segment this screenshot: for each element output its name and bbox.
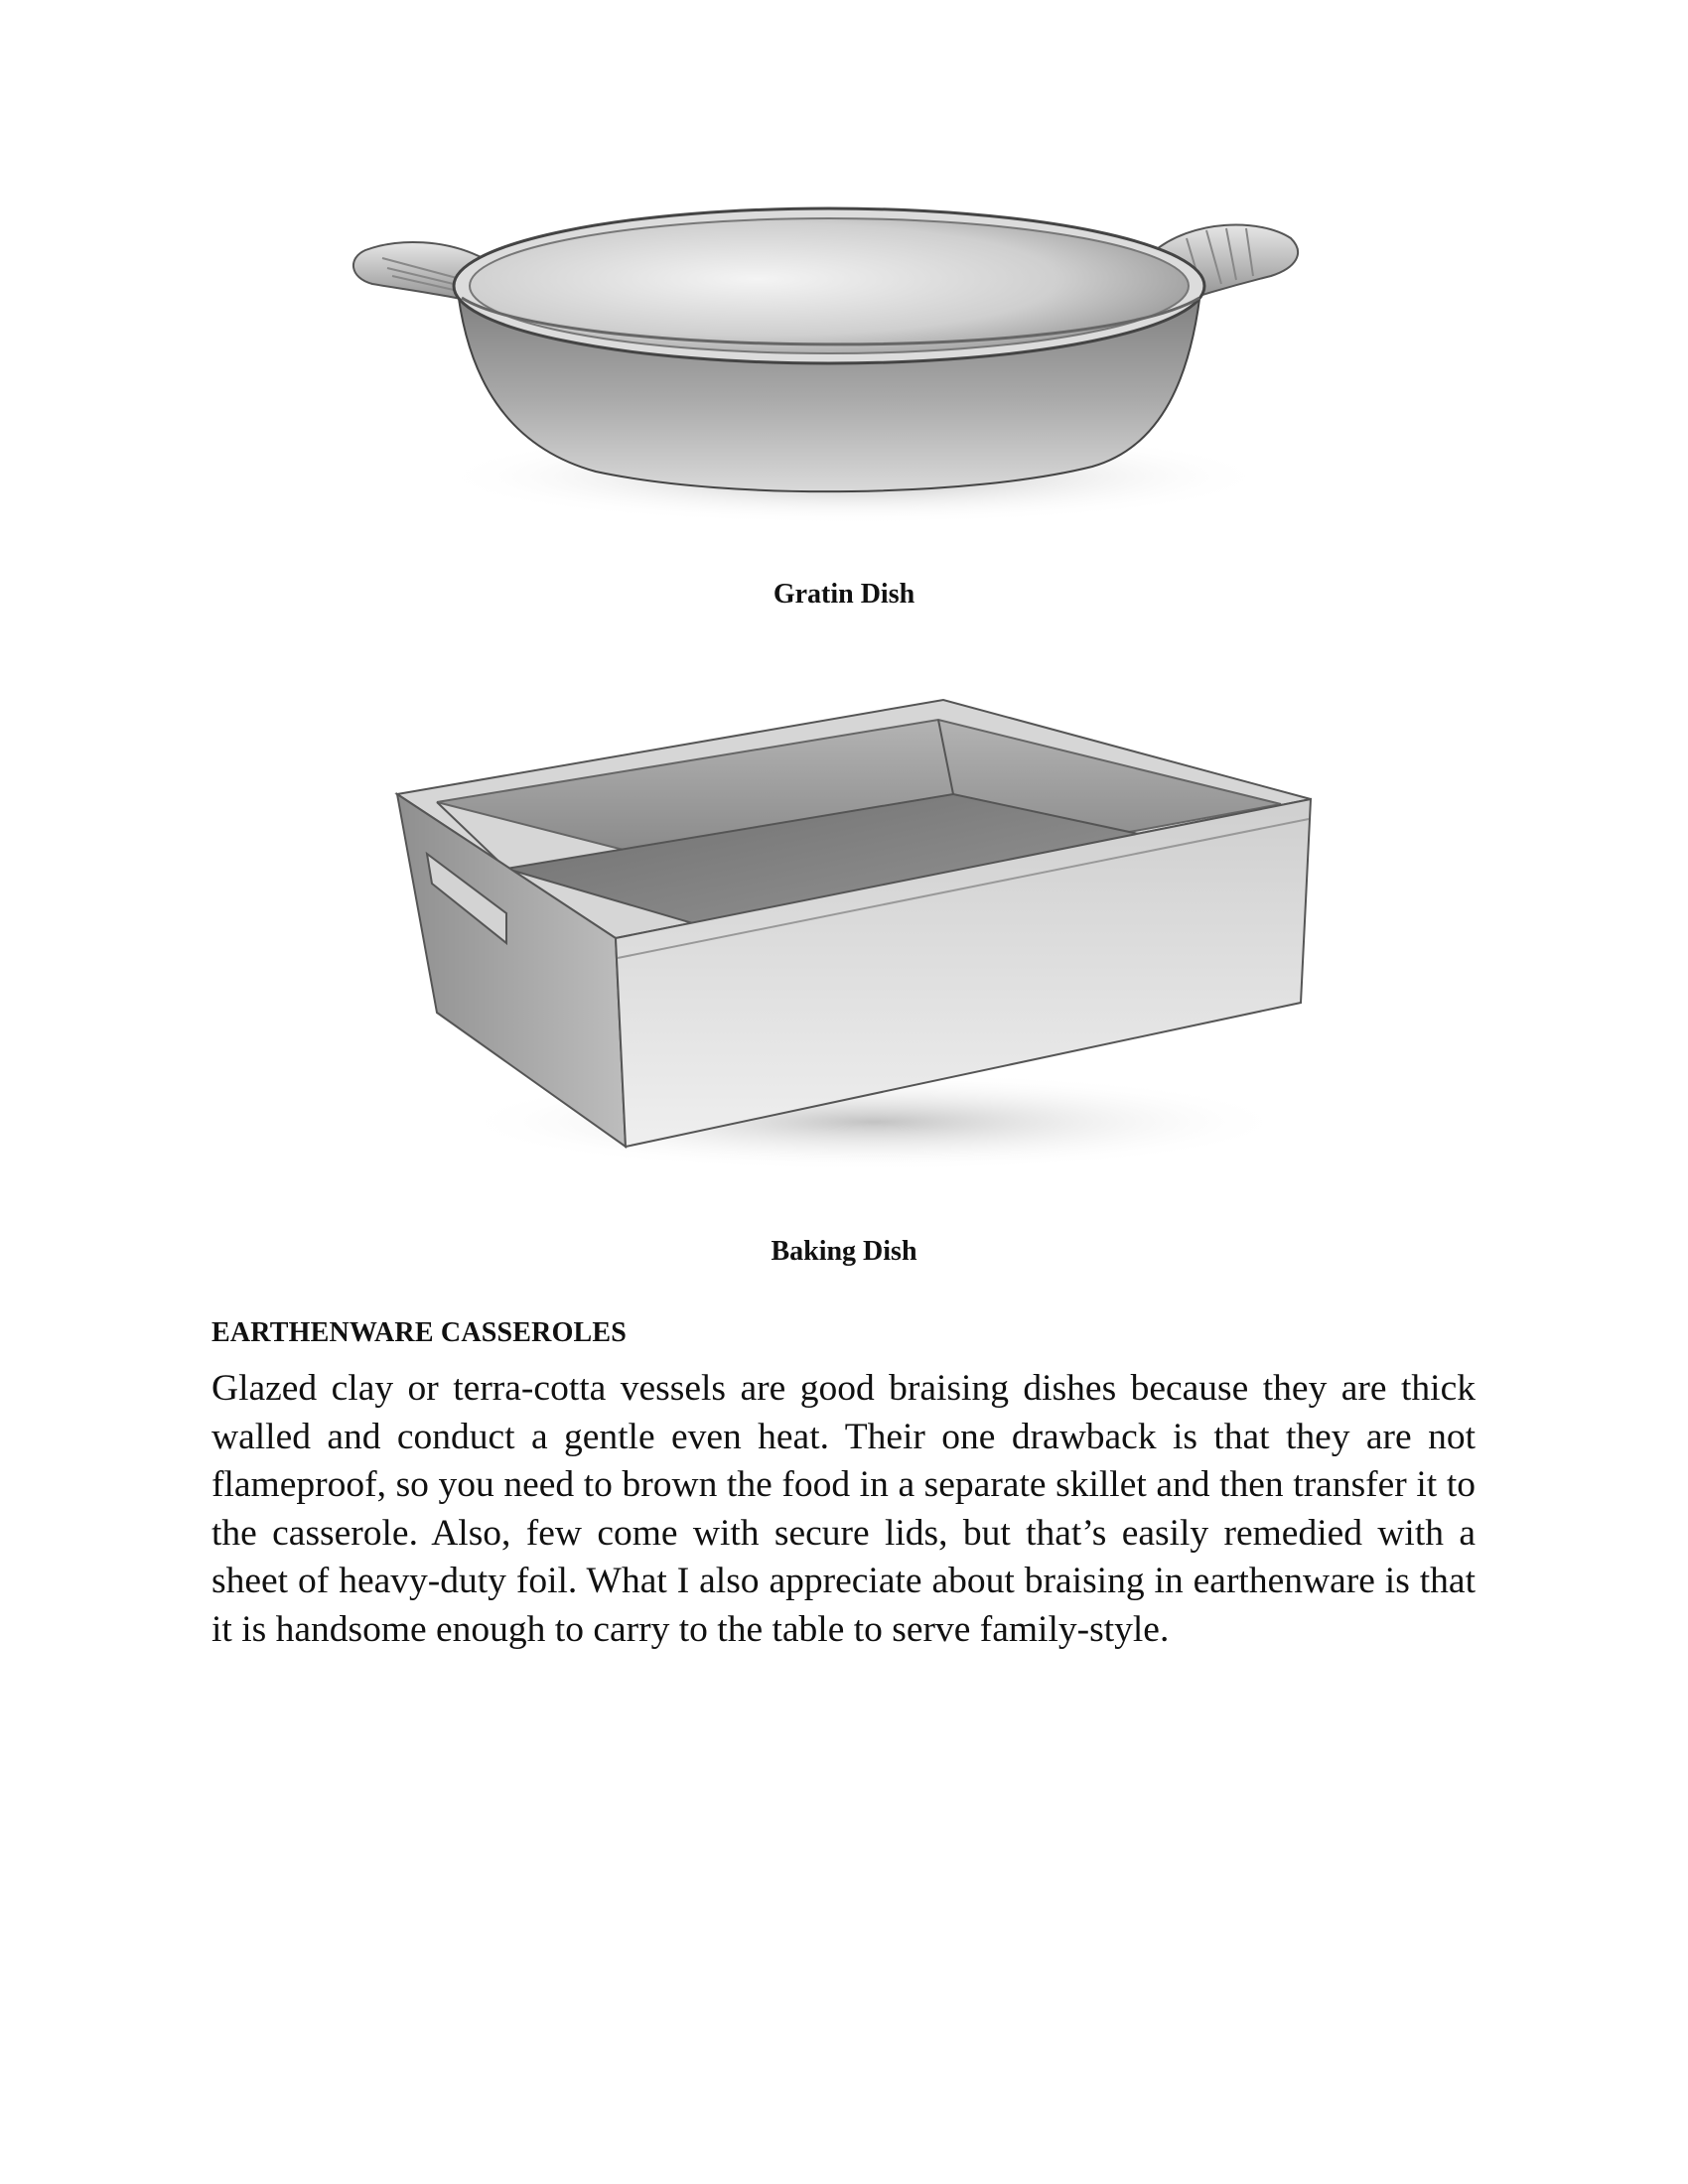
baking-dish-caption: Baking Dish xyxy=(771,1236,917,1267)
section-heading: EARTHENWARE CASSEROLES xyxy=(211,1317,628,1348)
gratin-dish-caption: Gratin Dish xyxy=(773,579,915,610)
gratin-dish-illustration xyxy=(338,199,1331,536)
body-paragraph: Glazed clay or terra-cotta vessels are good braising dishes because they are thick walled and conduct a gentle even heat. Their one drawback is that they are not flameproof, so you need to brown the food in a separate skillet and then transfer it to the casserole. Also, few come with secure lids, but that’s easily remedied with a sheet of heavy-duty foil. What I also appreciate about braising in earthenware is that it is handsome enough to carry to the table to serve family-style. xyxy=(211,1368,1476,1650)
baking-dish-illustration xyxy=(357,685,1331,1201)
